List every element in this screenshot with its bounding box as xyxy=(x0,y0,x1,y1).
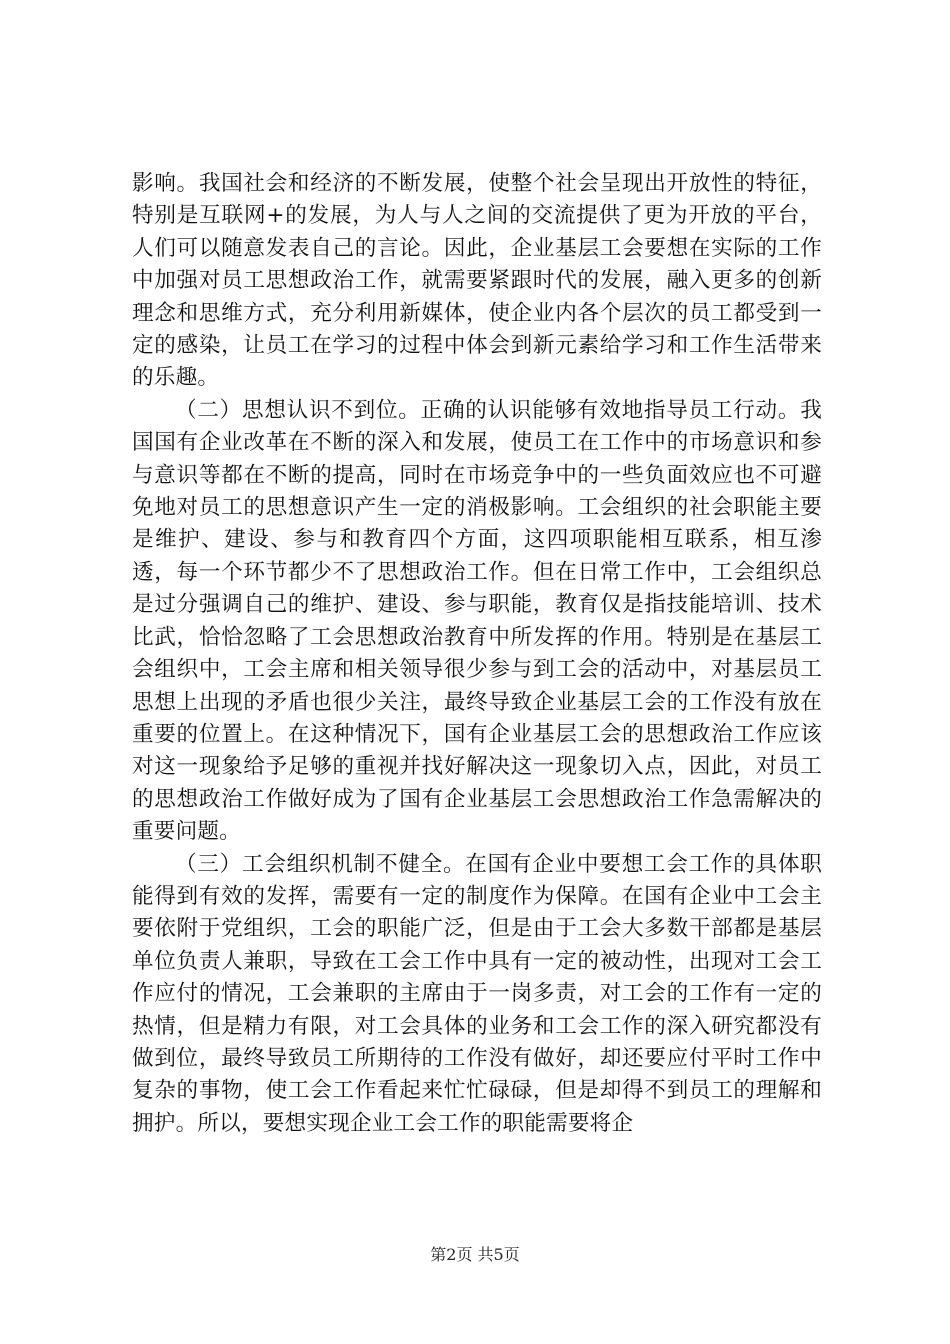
paragraph-section-3: （三）工会组织机制不健全。在国有企业中要想工会工作的具体职能得到有效的发挥，需要有一定的制度作为保障。在国有企业中工会主要依附于党组织，工会的职能广泛，但是由于工会大多数干部都是基层单位负责人兼职，导致在工会工作中具有一定的被动性，出现对工会工作应付的情况，工会兼职的主席由于一岗多责，对工会的工作有一定的热情，但是精力有限，对工会具体的业务和工会工作的深入研究都没有做到位，最终导致员工所期待的工作没有做好，却还要应付平时工作中复杂的事物，使工会工作看起来忙忙碌碌，但是却得不到员工的理解和拥护。所以，要想实现企业工会工作的职能需要将企 xyxy=(132,851,822,1136)
paragraph-section-2: （二）思想认识不到位。正确的认识能够有效地指导员工行动。我国国有企业改革在不断的深入和发展，使员工在工作中的市场意识和参与意识等都在不断的提高，同时在市场竞争中的一些负面效应也不可避免地对员工的思想意识产生一定的消极影响。工会组织的社会职能主要是维护、建设、参与和教育四个方面，这四项职能相互联系，相互渗透，每一个环节都少不了思想政治工作。但在日常工作中，工会组织总是过分强调自己的维护、建设、参与职能，教育仅是指技能培训、技术比武，恰恰忽略了工会思想政治教育中所发挥的作用。特别是在基层工会组织中，工会主席和相关领导很少参与到工会的活动中，对基层员工思想上出现的矛盾也很少关注，最终导致企业基层工会的工作没有放在重要的位置上。在这种情况下，国有企业基层工会的思想政治工作应该对这一现象给予足够的重视并找好解决这一现象切入点，因此，对员工的思想政治工作做好成为了国有企业基层工会思想政治工作急需解决的重要问题。 xyxy=(132,397,822,845)
paragraph-continuation: 影响。我国社会和经济的不断发展，使整个社会呈现出开放性的特征，特别是互联网+的发展，为人与人之间的交流提供了更为开放的平台，人们可以随意发表自己的言论。因此，企业基层工会要想在实际的工作中加强对员工思想政治工作，就需要紧跟时代的发展，融入更多的创新理念和思维方式，充分利用新媒体，使企业内各个层次的员工都受到一定的感染，让员工在学习的过程中体会到新元素给学习和工作生活带来的乐趣。 xyxy=(132,171,822,391)
document-body xyxy=(132,168,822,1140)
page-number-footer: 第2页 共5页 xyxy=(430,1245,520,1264)
